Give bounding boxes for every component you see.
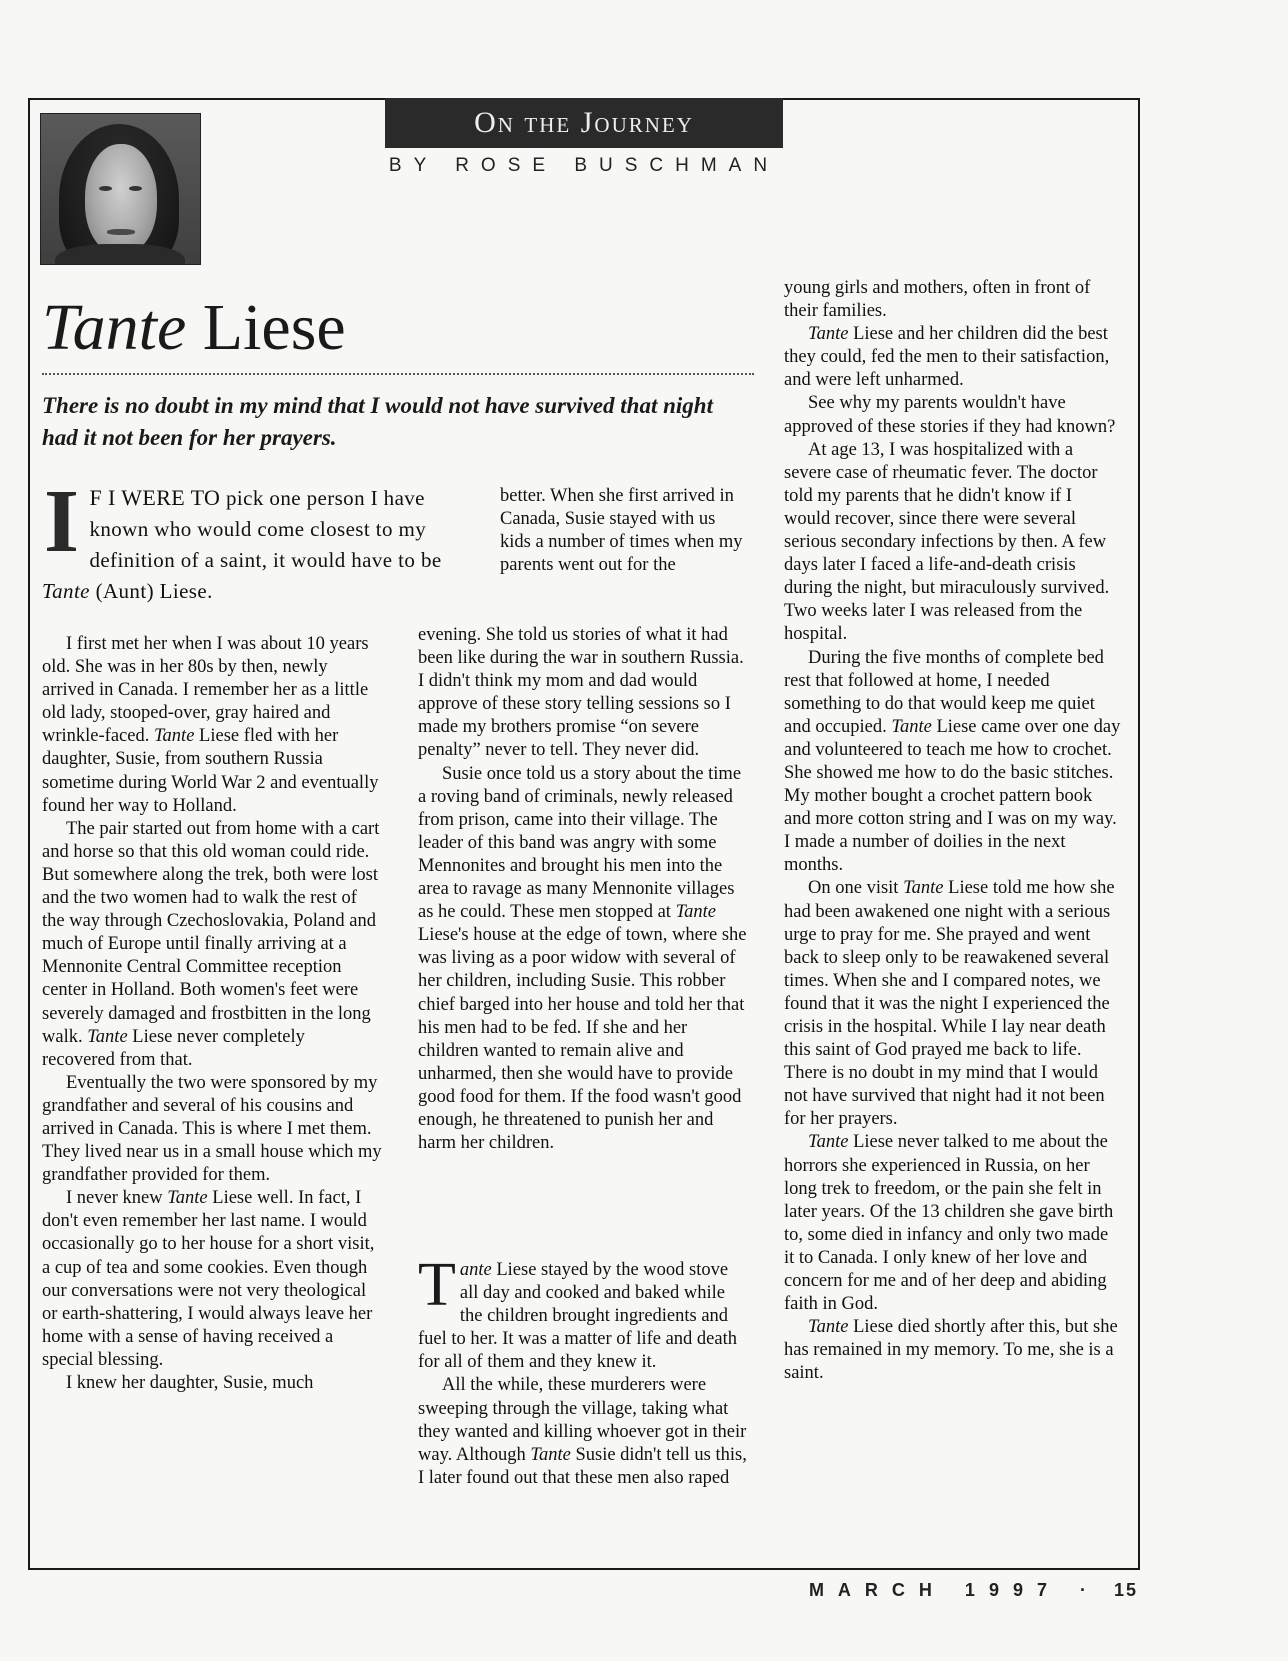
bottom-rule <box>28 1568 1140 1570</box>
section-drop-cap: T <box>418 1251 456 1319</box>
title-divider <box>42 373 754 375</box>
byline: BY ROSE BUSCHMAN <box>388 155 780 176</box>
title-rest: Liese <box>186 291 346 364</box>
column-banner: On the Journey <box>385 98 783 148</box>
lead-paragraph: I F I WERE TO pick one person I have known who would come closest to my definition of a saint, it would have to be Tante (Aunt) Liese. <box>42 472 442 603</box>
column-2: evening. She told us stories of what it had been like during the war in southern Russia. I didn't think my mom and dad would approve of these story telling sessions so I made my brothers promise “on severe penalty” never to tell. They never did. Susie once told us a story about the time a roving band of criminals, newly released from prison, came into their village. The leader of this band was angry with some Mennonites and brought his men into the area to ravage as many Mennonite villages as he could. These men stopped at Tante Liese's house at the edge of town, where she was living as a poor widow with several of her children, including Susie. This robber chief barged into her house and told her that his men had to be fed. If she and her children wanted to remain alive and unharmed, then she would have to provide good food for them. If the food wasn't good enough, he threatened to punish her and harm her children. <box>418 625 747 1154</box>
author-photo <box>40 113 201 265</box>
page-number: 15 <box>1113 1580 1138 1600</box>
title-italic: Tante <box>42 291 187 364</box>
drop-cap: I <box>44 472 80 571</box>
folio <box>809 1580 1138 1601</box>
pull-quote: There is no doubt in my mind that I would not have survived that night had it not been for her prayers. <box>42 393 713 450</box>
column-3: young girls and mothers, often in front of their families. Tante Liese and her children did the best they could, fed the men to their satisfaction, and were left unharmed. See why my parents wouldn't have approved of these stories if they had known? At age 13, I was hospitalized with a severe case of rheumatic fever. The doctor told my parents that he didn't know if I would recover, since there were several serious secondary infections by then. A few days later I faced a life-and-death crisis during the night, but miraculously survived. Two weeks later I was released from the hospital. During the five months of complete bed rest that followed at home, I needed something to do that would keep me quiet and occupied. Tante Liese came over one day and volunteered to teach me how to crochet. She showed me how to do the basic stitches. My mother bought a crochet pattern book and more cotton string and I was on my way. I made a number of doilies in the next months. On one visit Tante Liese told me how she had been awakened one night with a serious urge to pray for me. She prayed and went back to sleep only to be reawakened several times. When she and I compared notes, we found that it was the night I experienced the crisis in the hospital. While I lay near death this saint of God prayed me back to life. There is no doubt in my mind that I would not have survived that night had it not been for her prayers. Tante Liese never talked to me about the horrors she experienced in Russia, on her long trek to freedom, or the pain she felt in later years. Of the 13 children she gave birth to, some died in infancy and only two made it to Canada. I only knew of her love and concern for me and of her deep and abiding faith in God. Tante Liese died shortly after this, but she has remained in my memory. To me, she is a saint. <box>784 278 1121 1384</box>
column-1: I first met her when I was about 10 years old. She was in her 80s by then, newly arrived in Canada. I remember her as a little old lady, stooped-over, gray haired and wrinkle-faced. Tante Liese fled with her daughter, Susie, from southern Russia sometime during World War 2 and eventually found her way to Holland. The pair started out from home with a cart and horse so that this old woman could ride. But somewhere along the trek, both were lost and the two women had to walk the rest of the way through Czechoslovakia, Poland and much of Europe until finally arriving at a Mennonite Central Committee reception center in Holland. Both women's feet were severely damaged and frostbitten in the long walk. Tante Liese never completely recovered from that. Eventually the two were sponsored by my grandfather and several of his cousins and arrived in Canada. This is where I met them. They lived near us in a small house which my grandfather provided for them. I never knew Tante Liese well. In fact, I don't even remember her last name. I would occasionally go to her house for a short visit, a cup of tea and some cookies. Even though our conversations were not very theological or earth-shattering, I would always leave her home with a sense of having received a special blessing. I knew her daughter, Susie, much <box>42 634 382 1393</box>
issue-date: MARCH 1997 · <box>808 1580 1100 1600</box>
column-2-top: better. When she first arrived in Canada, Susie stayed with us kids a number of times when my parents went out for the <box>500 486 743 576</box>
article-title <box>42 292 346 364</box>
column-2-continued: Tante Liese stayed by the wood stove all day and cooked and baked while the children brought ingredients and fuel to her. It was a matter of life and death for all of them and they knew it. All the while, these murderers were sweeping through the village, taking what they wanted and killing whoever got in their way. Although Tante Susie didn't tell us this, I later found out that these men also raped <box>418 1251 747 1488</box>
